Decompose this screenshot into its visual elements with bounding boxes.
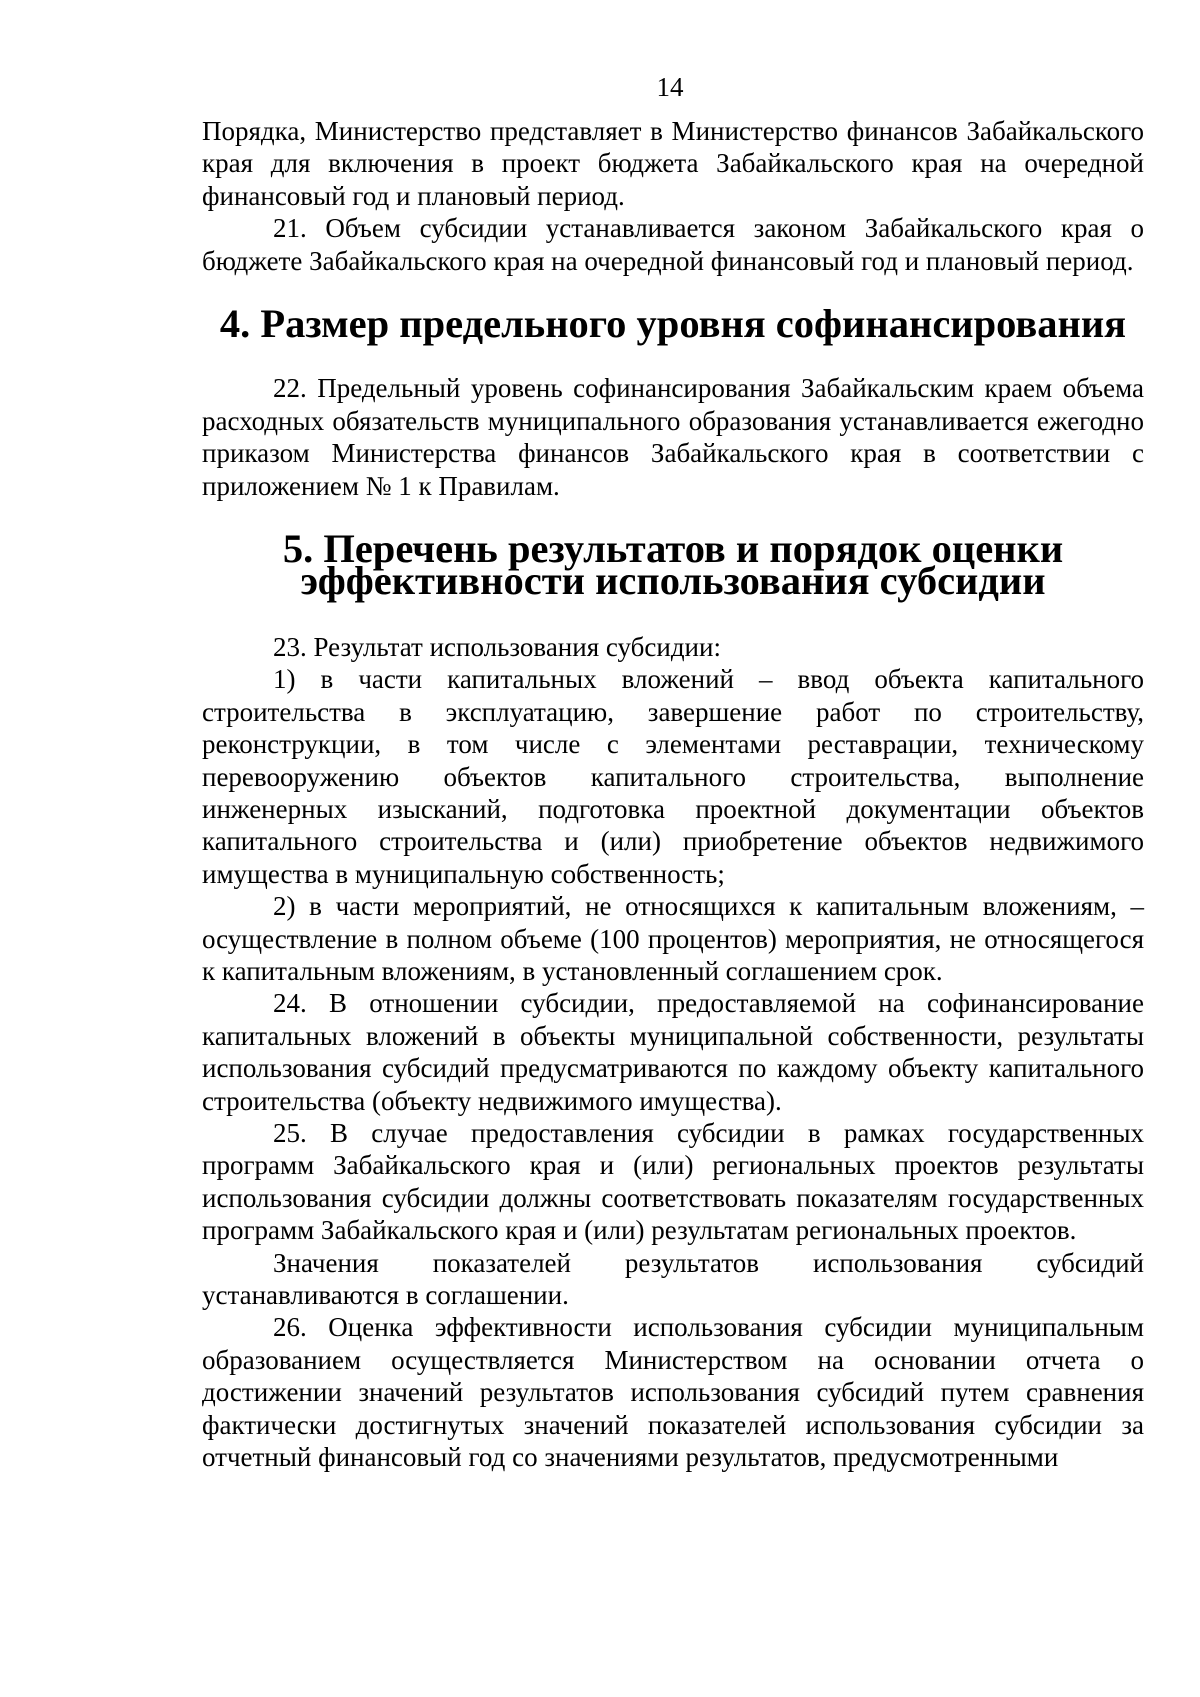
paragraph-25: 25. В случае предоставления субсидии в рамках государственных программ Забайкальского края и (или) региональных проектов результаты использования субсидии должны соответствовать показателям государственных программ Забайкальского края и (или) результатам региональных проектов.: [202, 1117, 1144, 1246]
paragraph-23-item-1: 1) в части капитальных вложений – ввод объекта капитального строительства в эксплуатацию, завершение работ по строительству, реконструкции, в том числе с элементами реставрации, техническому перевооружению объектов капитального строительства, выполнение инженерных изысканий, подготовка проектной документации объектов капитального строительства и (или) приобретение объектов недвижимого имущества в муниципальную собственность;: [202, 664, 1144, 889]
section-4-title: 4. Размер предельного уровня софинансирования: [219, 301, 1127, 347]
paragraph-23: 23. Результат использования субсидии:: [273, 631, 721, 662]
paragraph-21: 21. Объем субсидии устанавливается законом Забайкальского края о бюджете Забайкальского края на очередной финансовый год и плановый период.: [202, 213, 1144, 276]
section-4-heading: [202, 301, 1144, 347]
paragraph-23-item-2: 2) в части мероприятий, не относящихся к капитальным вложениям, – осуществление в полном объеме (100 процентов) мероприятия, не относящегося к капитальным вложениям, в установленный соглашением срок.: [202, 891, 1144, 986]
paragraph-26: 26. Оценка эффективности использования субсидии муниципальным образованием осуществляется Министерством на основании отчета о достижении значений результатов использования субсидий путем сравнения фактически достигнутых значений показателей использования субсидии за отчетный финансовый год со значениями результатов, предусмотренными: [202, 1312, 1144, 1473]
section-5-heading: [202, 526, 1144, 604]
paragraph-22: 22. Предельный уровень софинансирования Забайкальским краем объема расходных обязательств муниципального образования устанавливается ежегодно приказом Министерства финансов Забайкальского края в соответствии с приложением № 1 к Правилам.: [202, 373, 1144, 501]
section-5-title-line-1: 5. Перечень результатов и порядок оценки: [282, 526, 1064, 572]
paragraph-24: 24. В отношении субсидии, предоставляемой на софинансирование капитальных вложений в объекты муниципальной собственности, результаты использования субсидий предусматриваются по каждому объекту капитального строительства (объекту недвижимого имущества).: [202, 988, 1144, 1116]
paragraph-intro: Порядка, Министерство представляет в Министерство финансов Забайкальского края для включения в проект бюджета Забайкальского края на очередной финансовый год и плановый период.: [202, 116, 1144, 211]
page-number: 14: [656, 72, 684, 102]
document-body: [202, 115, 1144, 1473]
paragraph-25-values: Значения показателей результатов использования субсидий устанавливаются в соглашении.: [202, 1247, 1144, 1310]
section-5-title-line-2: эффективности использования субсидии: [300, 558, 1046, 604]
